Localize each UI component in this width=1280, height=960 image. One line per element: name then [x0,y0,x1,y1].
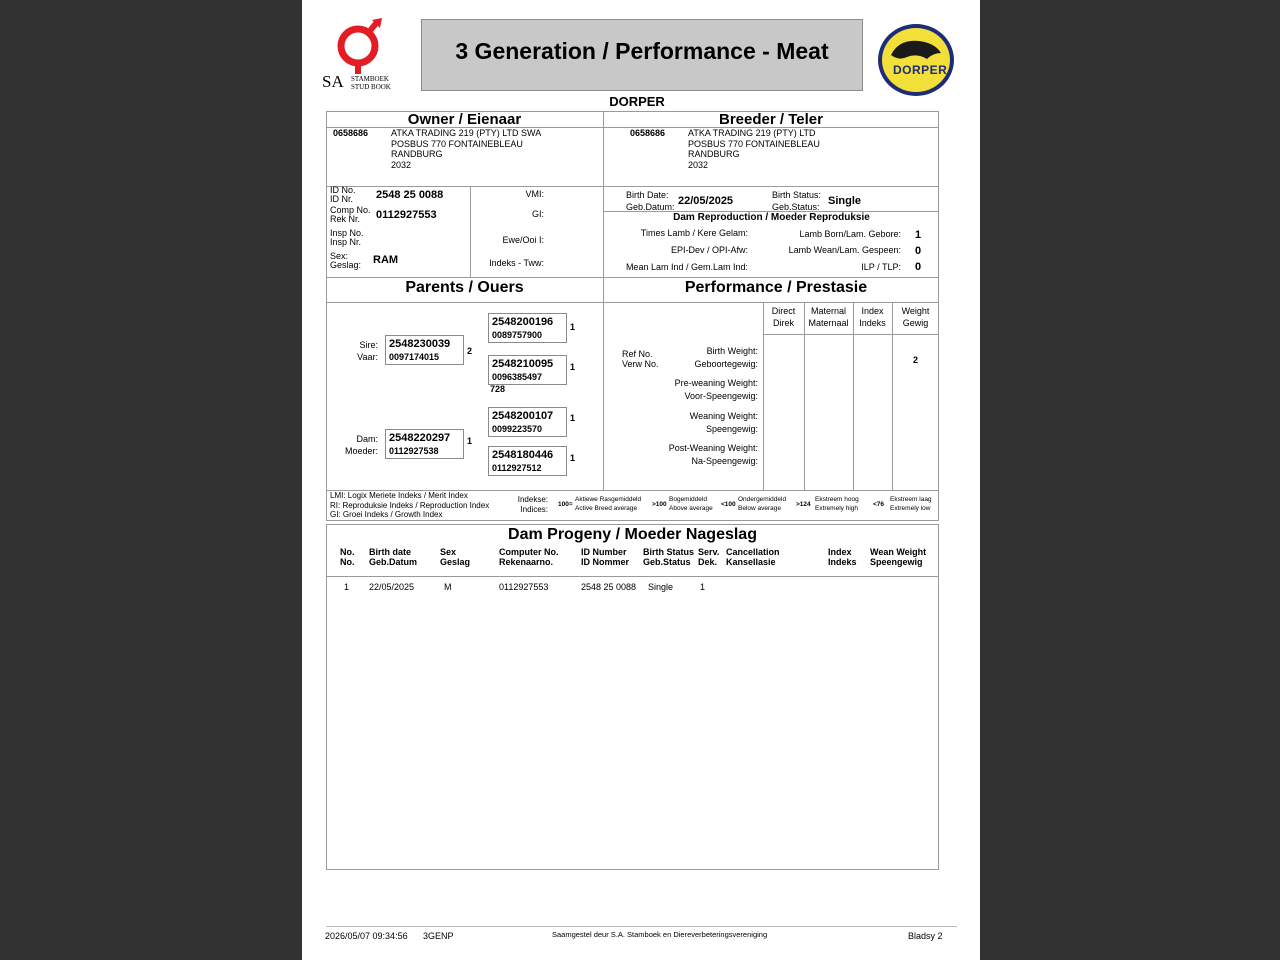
dam-sire-comp: 0099223570 [492,424,543,434]
birth-status-value: Single [828,195,862,207]
sire-dam-box[interactable] [488,355,567,385]
indices-label: Indekse: Indices: [517,495,548,514]
dam-sire-box[interactable] [488,407,567,437]
legend-desc-above: Bogemiddeld Above average [669,496,713,512]
birth-weight-label: Birth Weight: Geboortegewig: [694,346,758,369]
weaning-weight-label: Weaning Weight: Speengewig: [689,411,758,434]
ilp-value: 0 [915,261,922,273]
page-title: 3 Generation / Performance - Meat [455,38,829,64]
dam-dam-box[interactable] [488,446,567,476]
sire-sire-box[interactable] [488,313,567,343]
sire-dam-extra: 728 [490,384,506,394]
progeny-col-serv: Serv. Dek. [698,547,720,567]
sa-studbook-logo [322,16,398,92]
footer-timestamp: 2026/05/07 09:34:56 [325,931,408,941]
dam-sire-id: 2548200107 [492,410,554,422]
dam-id: 2548220297 [389,432,451,444]
footer-report-code: 3GENP [423,931,454,941]
dam-comp: 0112927538 [389,446,439,456]
sex-value: RAM [373,254,399,266]
perf-col-direct: Direct Direk [771,306,796,328]
index-legend-text: LMI: Logix Meriete Indeks / Merit Index RI: Reproduksie Indeks / Reproduction Index GI: Groei Indeks / Growth Index [330,491,490,520]
post-weaning-weight-label: Post-Weaning Weight: Na-Speengewig: [668,443,758,466]
sire-sire-id: 2548200196 [492,316,554,328]
indeks-tww-label: Indeks - Tww: [489,258,544,268]
sire-label: Sire: Vaar: [357,340,378,362]
sire-comp: 0097174015 [389,352,440,362]
comp-value: 0112927553 [376,209,437,221]
sire-sire-count: 1 [570,322,576,332]
mean-lam-label: Mean Lam Ind / Gem.Lam Ind: [625,262,748,272]
insp-label: Insp No. Insp Nr. [330,228,364,247]
birth-date-label: Birth Date: Geb.Datum: [626,190,675,212]
dam-reproduction-heading: Dam Reproduction / Moeder Reproduksie [673,212,870,223]
legend-code-above: >100 [652,501,667,508]
birth-status-label: Birth Status: Geb.Status: [772,190,822,212]
breeder-code: 0658686 [630,128,666,138]
dam-count: 1 [467,436,473,446]
birth-weight-value: 2 [912,355,918,365]
gi-label: GI: [531,209,544,219]
progeny-col-index: Index Indeks [828,547,857,567]
birth-date-value: 22/05/2025 [678,195,734,207]
lamb-born-label: Lamb Born/Lam. Gebore: [799,229,901,239]
progeny-col-computer-no: Computer No. Rekenaarno. [499,547,559,567]
epi-label: EPI-Dev / OPI-Afw: [670,245,748,255]
ref-no-label: Ref No. Verw No. [622,349,659,369]
progeny-col-wean-weight: Wean Weight Speengewig [870,547,927,567]
table-row[interactable] [327,582,938,594]
perf-col-index: Index Indeks [859,306,886,328]
sire-count: 2 [467,346,473,356]
sex-label: Sex: Geslag: [330,251,362,270]
sire-dam-count: 1 [570,362,576,372]
sire-box[interactable] [385,335,464,365]
lamb-wean-value: 0 [915,245,922,257]
progeny-col-birth-status: Birth Status Geb.Status [643,547,695,567]
footer-page-number: Bladsy 2 [908,931,943,941]
progeny-cell-no: 1 [344,582,350,592]
document-page [302,0,980,960]
progeny-col-id-number: ID Number ID Nommer [581,547,630,567]
progeny-col-no: No. No. [340,547,355,567]
dorper-logo-text: DORPER [893,63,948,77]
ewe-label: Ewe/Ooi I: [502,235,544,245]
legend-desc-active: Aktiewe Rasgemiddeld Active Breed average [575,496,642,512]
progeny-col-birth-date: Birth date Geb.Datum [369,547,418,567]
dam-dam-comp: 0112927512 [492,463,542,473]
dorper-emblem-icon [877,23,957,97]
perf-col-weight: Weight Gewig [901,306,930,328]
dam-dam-id: 2548180446 [492,449,554,461]
logo-line2: STUD BOOK [351,83,391,91]
progeny-cell-computer-no: 0112927553 [499,582,549,592]
sire-dam-comp: 0096385497 [492,372,543,382]
id-label: ID No. ID Nr. [330,185,356,204]
legend-desc-low: Ekstreem laag Extremely low [890,496,932,512]
dam-dam-count: 1 [570,453,576,463]
legend-code-low: <76 [873,501,885,508]
sire-sire-comp: 0089757900 [492,330,543,340]
dam-label: Dam: Moeder: [344,434,378,456]
progeny-cell-birth-status: Single [648,582,674,592]
parents-heading: Parents / Ouers [405,279,524,296]
breeder-heading: Breeder / Teler [719,111,823,128]
owner-code: 0658686 [333,128,369,138]
performance-heading: Performance / Prestasie [684,279,868,296]
sire-id: 2548230039 [389,338,451,350]
perf-col-maternal: Maternal Maternaal [808,306,849,328]
lamb-wean-label: Lamb Wean/Lam. Gespeen: [788,245,901,255]
times-lamb-label: Times Lamb / Kere Gelam: [640,228,748,238]
legend-code-active: 100= [558,501,573,508]
comp-label: Comp No. Rek Nr. [330,205,371,224]
progeny-cell-id-number: 2548 25 0088 [581,582,637,592]
title-banner [421,19,863,91]
progeny-heading: Dam Progeny / Moeder Nageslag [508,526,757,543]
dam-box[interactable] [385,429,464,459]
progeny-cell-sex: M [444,582,452,592]
lamb-born-value: 1 [915,229,922,241]
pre-weaning-weight-label: Pre-weaning Weight: Voor-Speengewig: [674,378,758,401]
legend-desc-high: Ekstreem hoog Extremely high [815,496,859,512]
legend-code-below: <100 [721,501,736,508]
owner-heading: Owner / Eienaar [407,111,522,128]
progeny-cell-birth-date: 22/05/2025 [369,582,415,592]
legend-code-high: >124 [796,501,811,508]
progeny-col-cancellation: Cancellation Kansellasie [726,547,780,567]
sire-dam-id: 2548210095 [492,358,554,370]
legend-desc-below: Ondergemiddeld Below average [738,496,787,512]
id-value: 2548 25 0088 [376,189,444,201]
breed-name: DORPER [609,94,665,109]
dam-sire-count: 1 [570,413,576,423]
ilp-label: ILP / TLP: [861,262,901,272]
progeny-col-sex: Sex Geslag [440,547,471,567]
studbook-emblem-icon [322,16,398,76]
dorper-logo [877,23,957,97]
footer-compiled-by: Saamgestel deur S.A. Stamboek en Diereverbeteringsvereniging [552,930,768,939]
progeny-cell-serv: 1 [700,582,706,592]
owner-address: ATKA TRADING 219 (PTY) LTD SWA POSBUS 770 FONTAINEBLEAU RANDBURG 2032 [391,128,542,170]
logo-mark: SA [322,72,344,91]
breeder-address: ATKA TRADING 219 (PTY) LTD POSBUS 770 FONTAINEBLEAU RANDBURG 2032 [688,128,820,170]
logo-line1: STAMBOEK [351,75,389,83]
vmi-label: VMI: [525,189,544,199]
